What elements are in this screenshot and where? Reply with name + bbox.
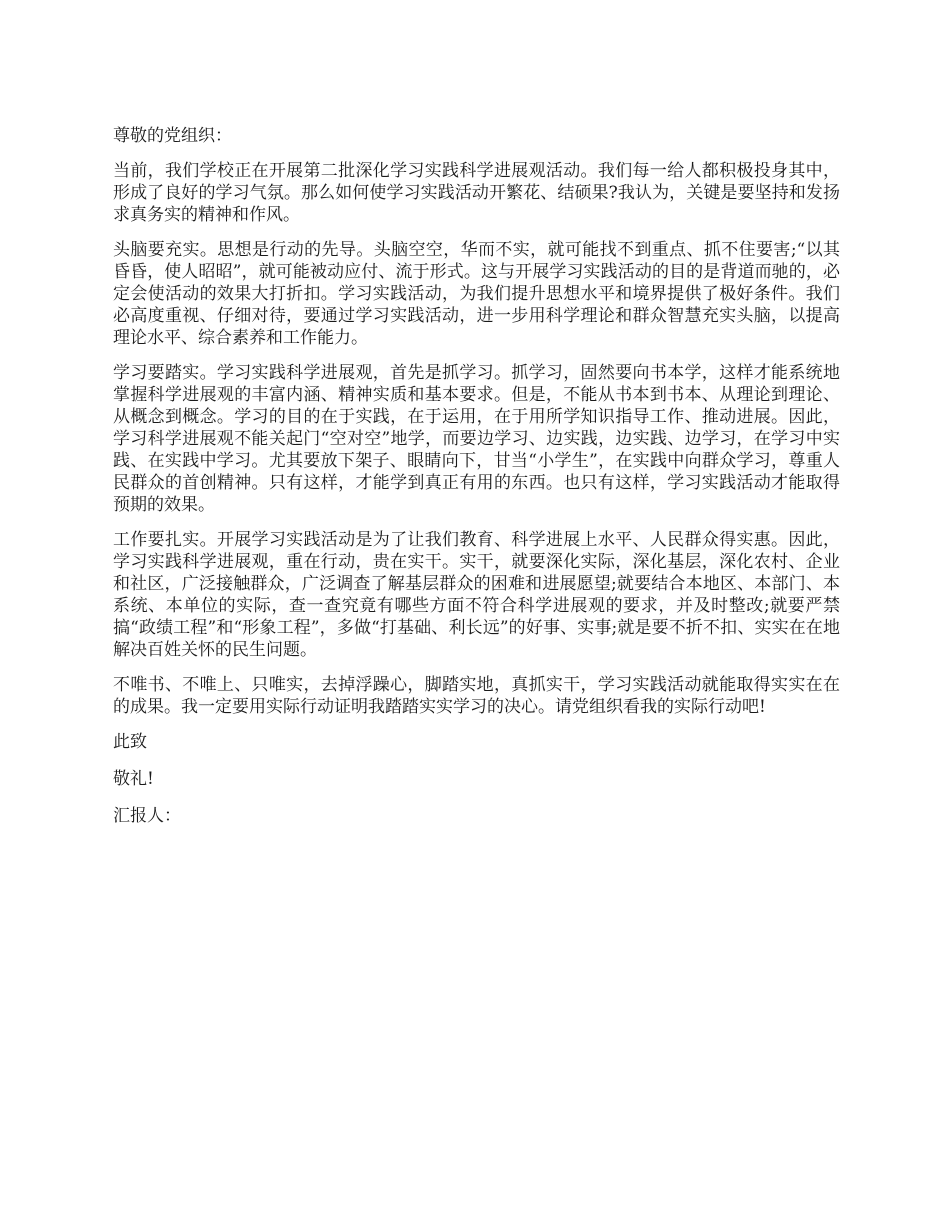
closing-regards: 此致 xyxy=(113,732,147,752)
paragraph-conclusion: 不唯书、不唯上、只唯实，去掉浮躁心，脚踏实地，真抓实干，学习实践活动就能取得实实在在的成果。我一定要用实际行动证明我踏踏实实学习的决心。请党组织看我的实际行动吧! xyxy=(113,675,840,717)
paragraph-study: 学习要踏实。学习实践科学进展观，首先是抓学习。抓学习，固然要向书本学，这样才能系统地掌握科学进展观的丰富内涵、精神实质和基本要求。但是，不能从书本到书本、从理论到理论、从概念到概念。学习的目的在于实践，在于运用，在于用所学知识指导工作、推动进展。因此，学习科学进展观不能关起门“空对空”地学，而要边学习、边实践，边实践、边学习，在学习中实践、在实践中学习。尤其要放下架子、眼睛向下，甘当“小学生”，在实践中向群众学习，尊重人民群众的首创精神。只有这样，才能学到真正有用的东西。也只有这样，学习实践活动才能取得预期的效果。 xyxy=(113,363,840,515)
signature-label: 汇报人： xyxy=(113,806,181,826)
letter-document xyxy=(113,125,840,842)
paragraph-work: 工作要扎实。开展学习实践活动是为了让我们教育、科学进展上水平、人民群众得实惠。因此，学习实践科学进展观，重在行动，贵在实干。实干，就要深化实际，深化基层，深化农村、企业和社区，广泛接触群众，广泛调查了解基层群众的困难和进展愿望;就要结合本地区、本部门、本系统、本单位的实际，查一查究竟有哪些方面不符合科学进展观的要求，并及时整改;就要严禁搞“政绩工程”和“形象工程”，多做“打基础、利长远”的好事、实事;就是要不折不扣、实实在在地解决百姓关怀的民生问题。 xyxy=(113,530,840,660)
paragraph-mind: 头脑要充实。思想是行动的先导。头脑空空，华而不实，就可能找不到重点、抓不住要害;“以其昏昏，使人昭昭”，就可能被动应付、流于形式。这与开展学习实践活动的目的是背道而驰的，必定会使活动的效果大打折扣。学习实践活动，为我们提升思想水平和境界提供了极好条件。我们必高度重视、仔细对待，要通过学习实践活动，进一步用科学理论和群众智慧充实头脑，以提高理论水平、综合素养和工作能力。 xyxy=(113,240,840,348)
salutation: 尊敬的党组织： xyxy=(113,126,232,146)
paragraph-intro: 当前，我们学校正在开展第二批深化学习实践科学进展观活动。我们每一给人都积极投身其中，形成了良好的学习气氛。那么如何使学习实践活动开繁花、结硕果?我认为，关键是要坚持和发扬求真务实的精神和作风。 xyxy=(113,161,840,225)
closing-salute: 敬礼! xyxy=(113,769,154,789)
